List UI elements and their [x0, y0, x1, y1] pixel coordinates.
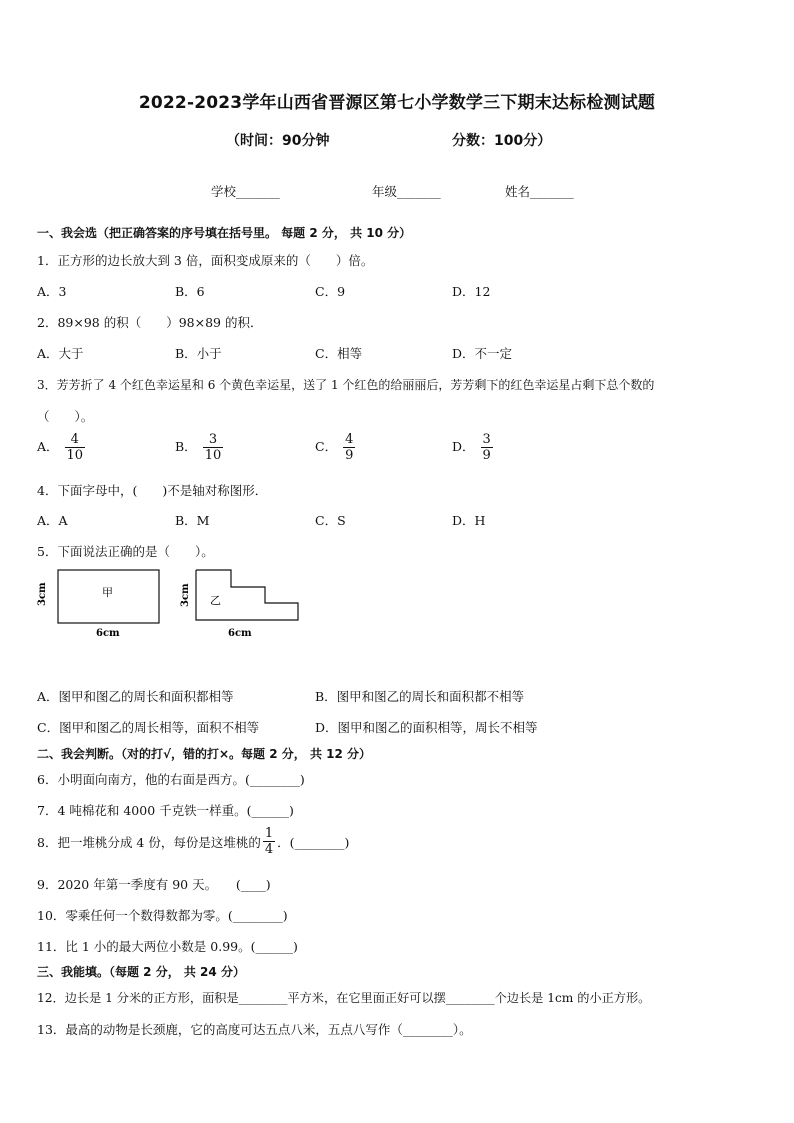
q2-option-b[interactable]: B．小于 — [175, 346, 222, 361]
q1-option-d[interactable]: D．12 — [452, 284, 491, 299]
q4-option-b[interactable]: B．M — [175, 513, 210, 528]
q5-figures — [30, 562, 320, 647]
q1-option-b[interactable]: B．6 — [175, 284, 205, 299]
question-7[interactable]: 7．4 吨棉花和 4000 千克铁一样重。(______) — [37, 803, 294, 818]
fig2-height: 3cm — [180, 583, 191, 607]
q4-option-c[interactable]: C．S — [315, 513, 346, 528]
q3-option-a[interactable]: A． $\frac{4}{10}$ — [37, 432, 84, 463]
figure-yi — [180, 570, 298, 639]
q3-option-b[interactable]: B． $\frac{3}{10}$ — [175, 432, 222, 463]
section-2-heading: 二、我会判断。（对的打√，错的打×。每题 2 分， 共 12 分） — [37, 747, 371, 761]
fig1-width: 6cm — [96, 628, 120, 639]
question-6[interactable]: 6．小明面向南方，他的右面是西方。(________) — [37, 772, 305, 787]
section-1-heading: 一、我会选（把正确答案的序号填在括号里。 每题 2 分， 共 10 分） — [37, 226, 412, 240]
question-2: 2．89×98 的积（ ）98×89 的积． — [37, 315, 263, 330]
q5-option-c[interactable]: C．图甲和图乙的周长相等，面积不相等 — [37, 720, 260, 735]
q3-option-d[interactable]: D． $\frac{3}{9}$ — [452, 432, 491, 463]
question-12[interactable]: 12．边长是 1 分米的正方形，面积是________平方米，在它里面正好可以摆________个边长是 1cm 的小正方形。 — [37, 991, 651, 1005]
exam-title: 2022-2023学年山西省晋源区第七小学数学三下期末达标检测试题 — [138, 93, 656, 113]
exam-score: 分数：100分） — [452, 133, 552, 149]
question-3-bracket: （ ）。 — [37, 409, 94, 424]
figure-jia — [37, 570, 159, 639]
question-3: 3．芳芳折了 4 个红色幸运星和 6 个黄色幸运星，送了 1 个红色的给丽丽后，芳芳剩下的红色幸运星占剩下总个数的 — [37, 378, 655, 392]
q1-option-c[interactable]: C．9 — [315, 284, 346, 299]
question-5: 5．下面说法正确的是（ ）。 — [37, 544, 214, 559]
q2-option-c[interactable]: C．相等 — [315, 346, 363, 361]
question-8[interactable]: 8．把一堆桃分成 4 份，每份是这堆桃的 $\frac{1}{4}$ ．(________) — [37, 826, 350, 857]
q5-option-d[interactable]: D．图甲和图乙的面积相等，周长不相等 — [315, 720, 538, 735]
school-field[interactable]: 学校_______ — [211, 184, 280, 199]
q1-option-a[interactable]: A．3 — [37, 284, 67, 299]
question-10[interactable]: 10．零乘任何一个数得数都为零。(________) — [37, 908, 288, 923]
q3-option-c[interactable]: C． $\frac{4}{9}$ — [315, 432, 354, 463]
question-13[interactable]: 13．最高的动物是长颈鹿，它的高度可达五点八米，五点八写作（________）。 — [37, 1022, 472, 1037]
section-3-heading: 三、我能填。（每题 2 分， 共 24 分） — [37, 965, 245, 979]
fig2-label: 乙 — [210, 594, 221, 607]
grade-field[interactable]: 年级_______ — [372, 184, 441, 199]
fig1-height: 3cm — [37, 582, 48, 606]
question-4: 4．下面字母中，( )不是轴对称图形． — [37, 483, 268, 498]
question-9[interactable]: 9．2020 年第一季度有 90 天。 (____) — [37, 877, 271, 892]
question-1: 1．正方形的边长放大到 3 倍，面积变成原来的（ ）倍。 — [37, 253, 374, 268]
question-11[interactable]: 11．比 1 小的最大两位小数是 0.99。(______) — [37, 939, 298, 954]
exam-time: （时间：90分钟 — [226, 133, 330, 149]
q4-option-d[interactable]: D．H — [452, 513, 486, 528]
q5-option-a[interactable]: A．图甲和图乙的周长和面积都相等 — [37, 689, 234, 704]
q4-option-a[interactable]: A．A — [37, 513, 68, 528]
fig1-label: 甲 — [102, 586, 113, 599]
q2-option-a[interactable]: A．大于 — [37, 346, 84, 361]
name-field[interactable]: 姓名_______ — [505, 184, 574, 199]
q2-option-d[interactable]: D．不一定 — [452, 346, 513, 361]
q5-option-b[interactable]: B．图甲和图乙的周长和面积都不相等 — [315, 689, 525, 704]
fig2-width: 6cm — [228, 628, 252, 639]
